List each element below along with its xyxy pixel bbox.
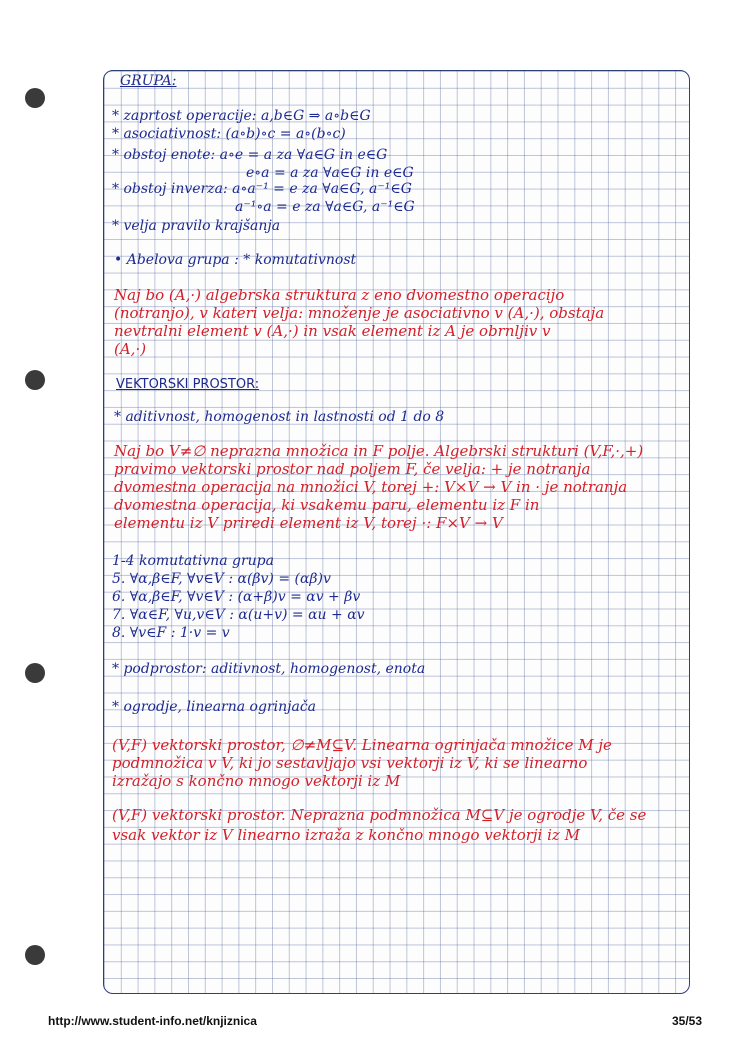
footer-url: http://www.student-info.net/knjiznica xyxy=(48,1014,257,1028)
vektorski-def-line-4: dvomestna operacija, ki vsakemu paru, elementu iz F in xyxy=(114,496,540,514)
grupa-line-identity-2: e∘a = a za ∀a∈G in e∈G xyxy=(246,165,414,181)
podprostor-line: * podprostor: aditivnost, homogenost, enota xyxy=(112,661,426,677)
grupa-title: GRUPA: xyxy=(120,73,177,89)
punch-hole-1 xyxy=(25,88,45,108)
punch-hole-3 xyxy=(25,663,45,683)
grupa-def-line-2: (notranjo), v kateri velja: množenje je asociativno v (A,·), obstaja xyxy=(114,304,605,322)
grupa-line-identity: * obstoj enote: a∘e = a za ∀a∈G in e∈G xyxy=(112,147,388,163)
axiom-line-8: 8. ∀v∈F : 1·v = v xyxy=(112,625,230,641)
grupa-line-inverse-2: a⁻¹∘a = e za ∀a∈G, a⁻¹∈G xyxy=(235,199,415,215)
vektorski-def-line-3: dvomestna operacija na množici V, torej +: V×V → V in · je notranja xyxy=(114,478,628,496)
punch-hole-4 xyxy=(25,945,45,965)
grupa-line-cancellation: * velja pravilo krajšanja xyxy=(112,218,281,234)
ogrodje-line: * ogrodje, linearna ogrinjača xyxy=(112,699,317,715)
axiom-line-7: 7. ∀α∈F, ∀u,v∈V : α(u+v) = αu + αv xyxy=(112,607,365,623)
grupa-def-line-1: Naj bo (A,·) algebrska struktura z eno dvomestno operacijo xyxy=(114,286,565,304)
ogrinjaca-def-line-2: podmnožica v V, ki jo sestavljajo vsi vektorji iz V, ki se linearno xyxy=(112,754,588,772)
vektorski-props-line: * aditivnost, homogenost in lastnosti od 1 do 8 xyxy=(114,409,445,425)
axiom-line-5: 5. ∀α,β∈F, ∀v∈V : α(βv) = (αβ)v xyxy=(112,571,331,587)
punch-hole-2 xyxy=(25,370,45,390)
vektorski-def-line-1: Naj bo V≠∅ neprazna množica in F polje. Algebrski strukturi (V,F,·,+) xyxy=(114,442,644,460)
ogrinjaca-def-line-1: (V,F) vektorski prostor, ∅≠M⊆V. Linearna ogrinjača množice M je xyxy=(112,736,612,754)
ogrinjaca-def-line-3: izražajo s končno mnogo vektorji iz M xyxy=(112,772,401,790)
grupa-line-closure: * zaprtost operacije: a,b∈G ⇒ a∘b∈G xyxy=(112,108,371,124)
grupa-def-line-4: (A,·) xyxy=(114,340,147,358)
vektorski-title: VEKTORSKI PROSTOR: xyxy=(116,377,260,392)
grupa-line-inverse: * obstoj inverza: a∘a⁻¹ = e za ∀a∈G, a⁻¹∈G xyxy=(112,181,412,197)
abelova-grupa-line: • Abelova grupa : * komutativnost xyxy=(114,252,357,268)
axiom-line-1: 1-4 komutativna grupa xyxy=(112,553,274,569)
graph-paper-sheet xyxy=(103,70,690,994)
grupa-line-associativity: * asociativnost: (a∘b)∘c = a∘(b∘c) xyxy=(112,126,346,142)
vektorski-def-line-5: elementu iz V priredi element iz V, torej ·: F×V → V xyxy=(114,514,503,532)
grupa-def-line-3: nevtralni element v (A,·) in vsak element iz A je obrnljiv v xyxy=(114,322,551,340)
page-number: 35/53 xyxy=(672,1014,703,1028)
ogrodje-def-line-1: (V,F) vektorski prostor. Neprazna podmnožica M⊆V je ogrodje V, če se xyxy=(112,806,647,824)
ogrodje-def-line-2: vsak vektor iz V linearno izraža z končno mnogo vektorji iz M xyxy=(112,826,580,844)
axiom-line-6: 6. ∀α,β∈F, ∀v∈V : (α+β)v = αv + βv xyxy=(112,589,361,605)
vektorski-def-line-2: pravimo vektorski prostor nad poljem F, če velja: + je notranja xyxy=(114,460,591,478)
